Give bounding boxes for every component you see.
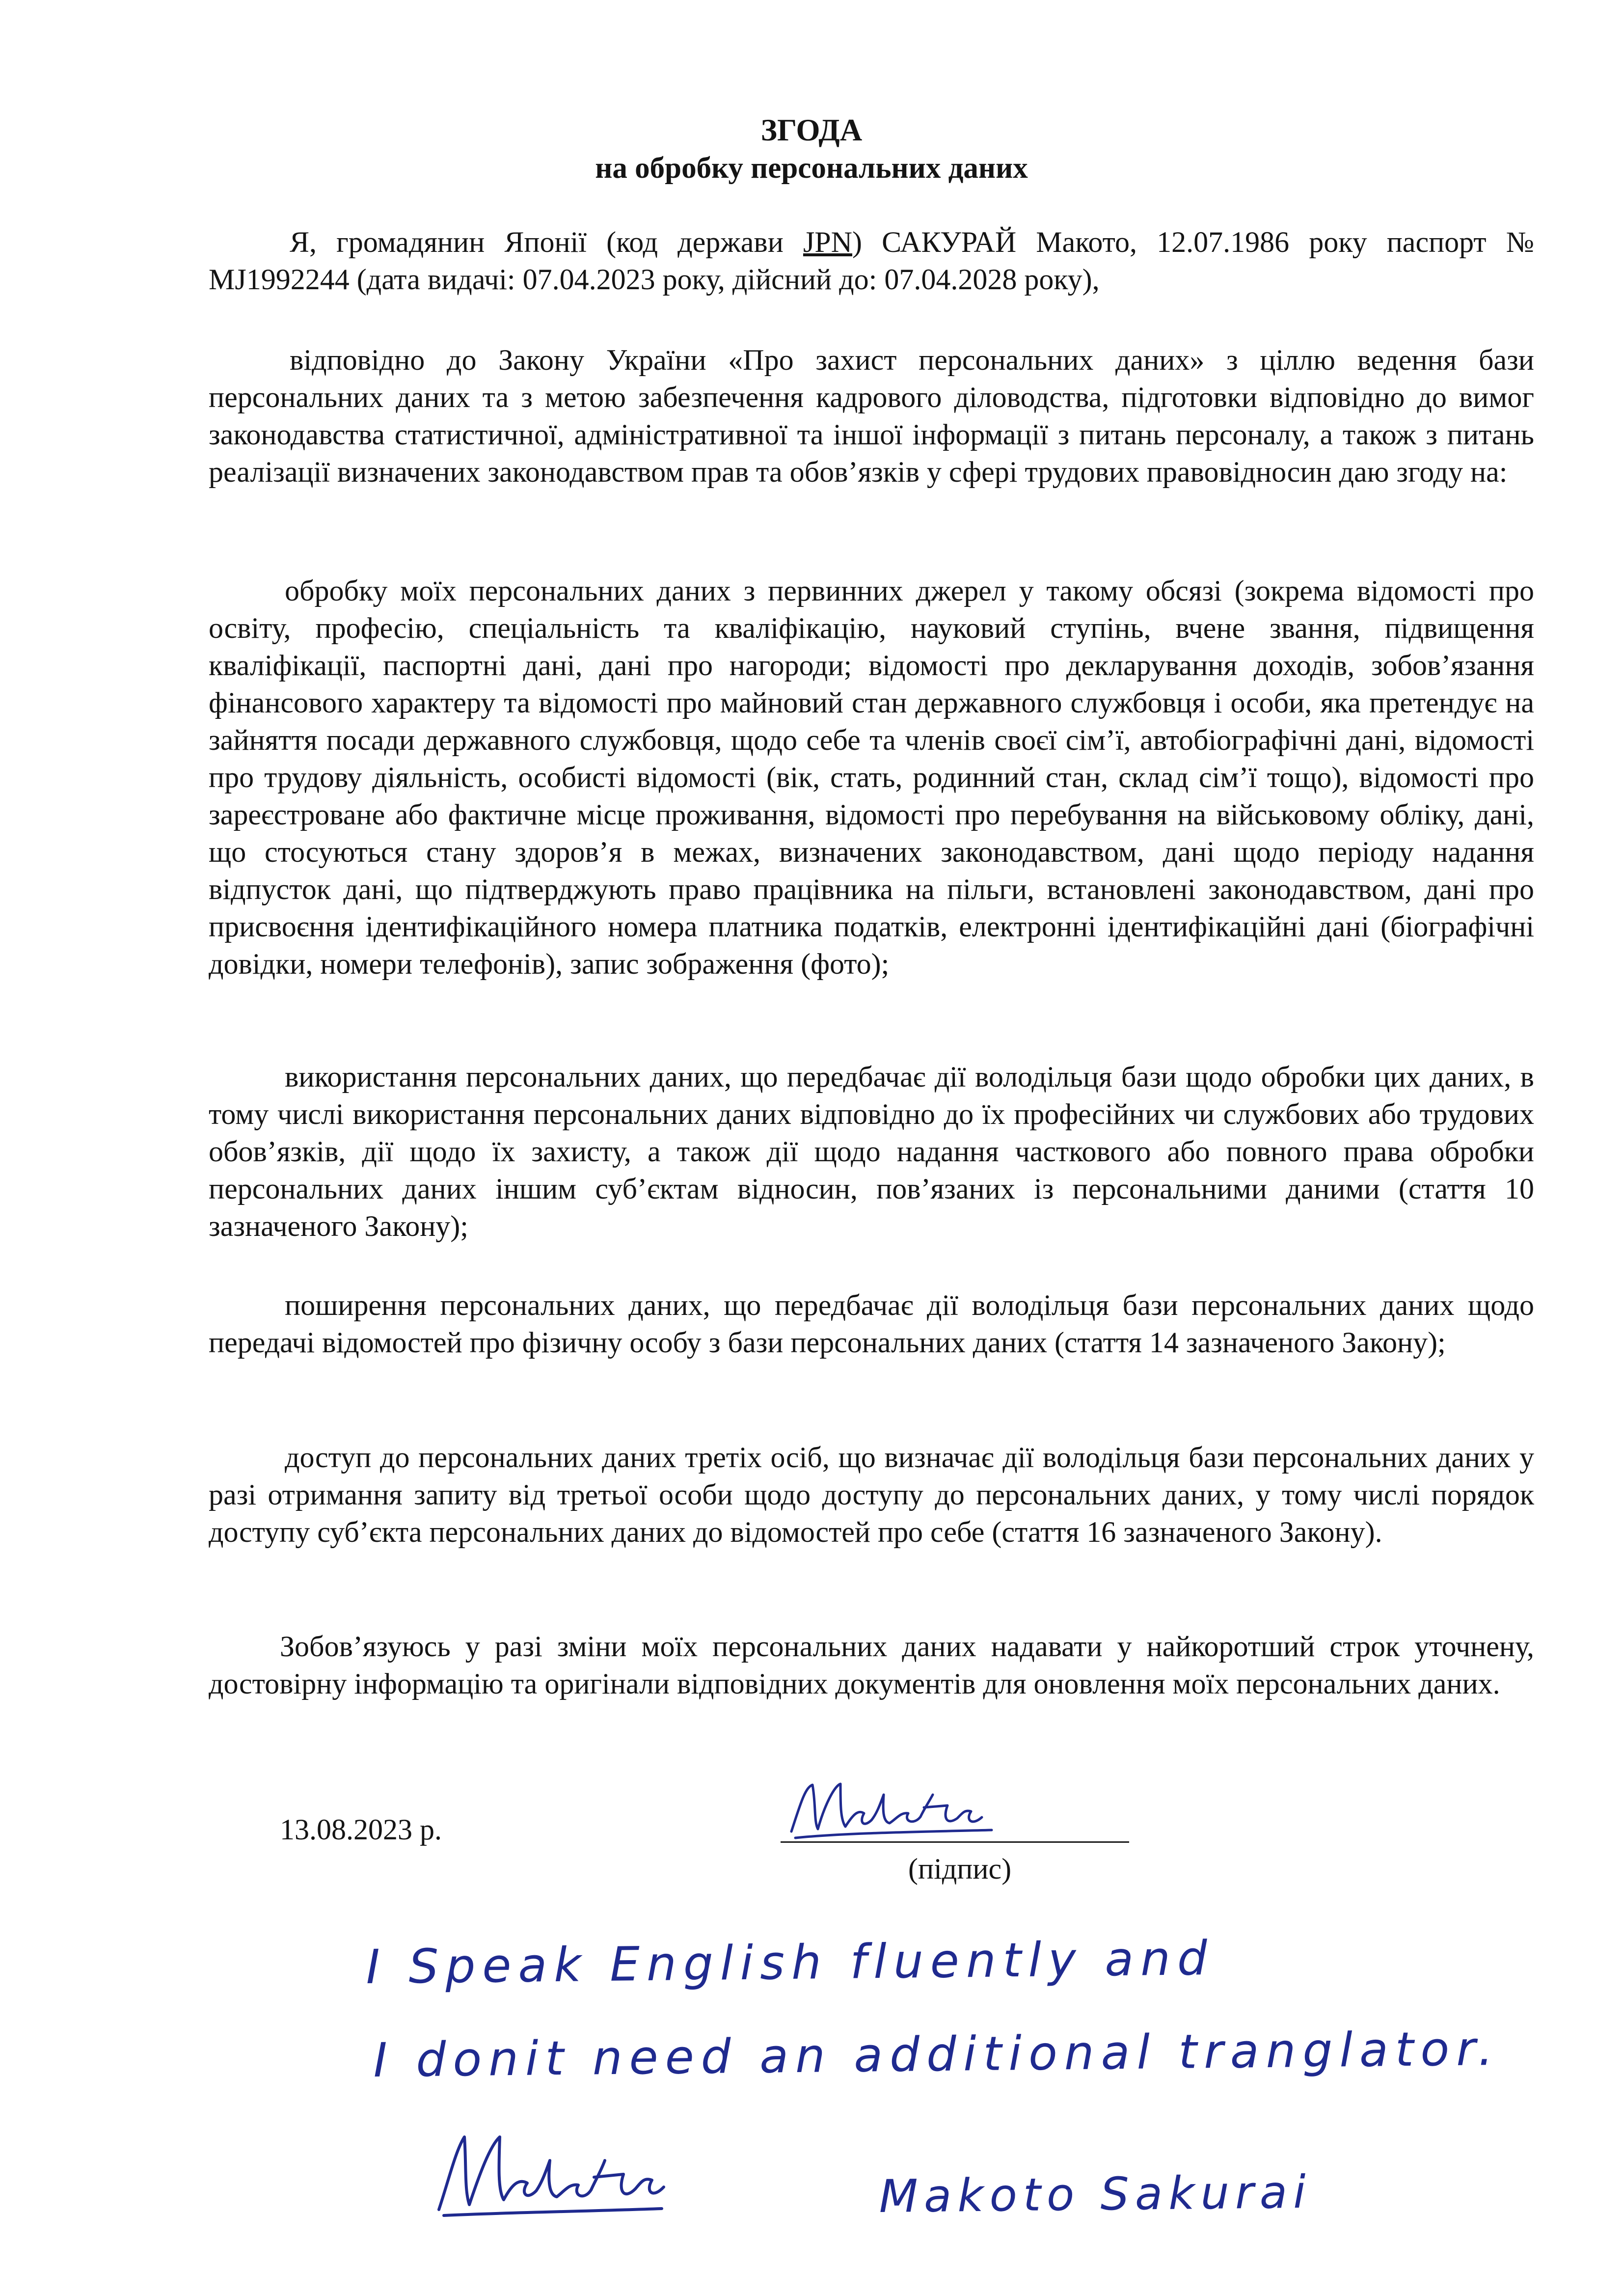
sharing-paragraph: поширення персональних даних, що передбачає дії володільця бази персональних даних щодо передачі відомостей про фізичну особу з бази персональних даних (стаття 14 зазначеного Закону); (209, 1289, 1534, 1359)
intro-text-start: Я, громадянин Японії (код держави (290, 226, 803, 258)
document-subtitle: на обробку персональних даних (595, 152, 1028, 185)
country-code: JPN (803, 226, 853, 258)
handwritten-printed-name: Makoto Sakurai (879, 2165, 1312, 2223)
use-paragraph: використання персональних даних, що передбачає дії володільця бази щодо обробки цих даних, в тому числі використання персональних даних відповідно до їх професійних чи службових або трудових обов’язків, дії щодо їх захисту, а також дії щодо надання часткового або повного права обробки персональних даних іншим суб’єктам відносин, пов’язаних із персональними даними (стаття 10 зазначеного Закону); (209, 1061, 1534, 1242)
intro-paragraph (209, 223, 1534, 298)
signature-line (781, 1841, 1129, 1843)
processing-paragraph: обробку моїх персональних даних з первинних джерел у такому обсязі (зокрема відомості про освіту, професію, спеціальність та кваліфікацію, науковий ступінь, вчене звання, підвищення кваліфікації, паспортні дані, дані про нагороди; відомості про декларування доходів, зобов’язання фінансового характеру та відомості про майновий стан державного службовця і особи, яка претендує на зайняття посади державного службовця, щодо себе та членів своєї сім’ї, автобіографічні дані, відомості про трудову діяльність, особисті відомості (вік, стать, родинний стан, склад сім’ї тощо), відомості про зареєстроване або фактичне місце проживання, відомості про перебування на військовому обліку, дані, що стосуються стану здоров’я в межах, визначених законодавством, дані щодо періоду надання відпусток дані, що підтверджують право працівника на пільги, встановлені законодавством, дані про присвоєння ідентифікаційного номера платника податків, електронні ідентифікаційні дані (біографічні довідки, номери телефонів), запис зображення (фото); (209, 574, 1534, 980)
handwritten-note-line-1: I Speak English fluently and (366, 1930, 1215, 1995)
signature-caption: (підпис) (908, 1853, 1012, 1885)
access-paragraph: доступ до персональних даних третіх осіб, що визначає дії володільця бази персональних даних у разі отримання запиту від третьої особи щодо доступу до персональних даних, у тому числі порядок доступу суб’єкта персональних даних до відомостей про себе (стаття 16 зазначеного Закону). (209, 1441, 1534, 1548)
document-title: ЗГОДА (760, 113, 863, 147)
obligation-paragraph: Зобов’язуюсь у разі зміни моїх персональних даних надавати у найкоротший строк уточнену, достовірну інформацію та оригінали відповідних документів для оновлення моїх персональних даних. (209, 1630, 1534, 1700)
handwritten-signature-image (432, 2126, 668, 2219)
law-paragraph: відповідно до Закону України «Про захист персональних даних» з ціллю ведення бази персональних даних та з метою забезпечення кадрового діловодства, підготовки відповідно до вимог законодавства статистичної, адміністративної та іншої інформації з питань персоналу, а також з питань реалізації визначених законодавством прав та обов’язків у сфері трудових правовідносин даю згоду на: (209, 344, 1534, 488)
signature-image (785, 1775, 1001, 1844)
handwritten-note-line-2: I donit need an additional tranglator. (373, 2021, 1500, 2088)
signing-date: 13.08.2023 р. (280, 1813, 442, 1846)
intro-text-end: ) САКУРАЙ Макото, 12.07.1986 року паспорт № MJ1992244 (дата видачі: 07.04.2023 року, дійсний до: 07.04.2028 року), (209, 226, 1534, 296)
